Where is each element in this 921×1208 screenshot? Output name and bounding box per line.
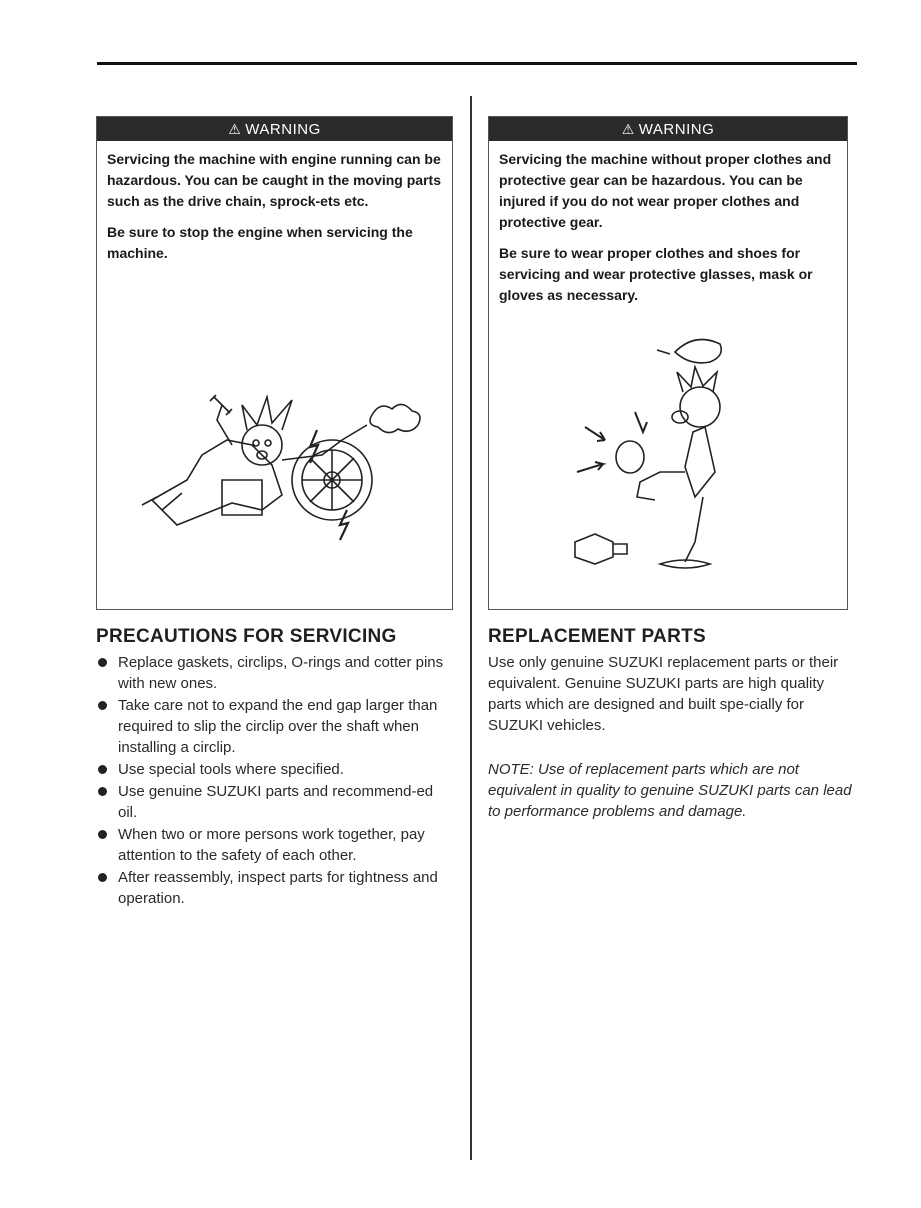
replacement-parts-note: NOTE: Use of replacement parts which are not equivalent in quality to genuine SUZUKI parts can lead to performance problems and damage. xyxy=(488,761,852,820)
bullet-icon xyxy=(98,830,107,839)
precautions-list xyxy=(96,652,456,910)
warning-triangle-icon: ⚠ xyxy=(228,121,242,137)
list-item xyxy=(96,652,456,694)
list-item xyxy=(96,824,456,866)
warning-text xyxy=(97,141,452,264)
warning-text xyxy=(489,141,847,306)
list-item-text: Use special tools where specified. xyxy=(118,761,344,778)
bullet-icon xyxy=(98,701,107,710)
list-item-text: After reassembly, inspect parts for tightness and operation. xyxy=(118,869,438,907)
list-item xyxy=(96,695,456,758)
list-item xyxy=(96,781,456,823)
column-divider xyxy=(470,96,472,1160)
precautions-title: PRECAUTIONS FOR SERVICING xyxy=(96,626,397,647)
warning-paragraph: Servicing the machine without proper clothes and protective gear can be hazardous. You can be injured if you do not wear proper clothes and protective gear. xyxy=(499,151,832,230)
top-rule xyxy=(97,62,857,65)
foot-injury-illustration xyxy=(565,322,755,587)
caught-in-chain-illustration xyxy=(132,385,432,555)
warning-header xyxy=(489,117,847,141)
bullet-icon xyxy=(98,787,107,796)
warning-paragraph: Be sure to stop the engine when servicing the machine. xyxy=(107,224,413,261)
replacement-parts-title: REPLACEMENT PARTS xyxy=(488,626,706,647)
list-item-text: Replace gaskets, circlips, O-rings and cotter pins with new ones. xyxy=(118,654,444,692)
list-item xyxy=(96,867,456,909)
bullet-icon xyxy=(98,765,107,774)
warning-triangle-icon: ⚠ xyxy=(621,121,635,137)
warning-paragraph: Be sure to wear proper clothes and shoes for servicing and wear protective glasses, mask or gloves as necessary. xyxy=(499,245,813,303)
warning-header-label: WARNING xyxy=(245,121,321,138)
bullet-icon xyxy=(98,873,107,882)
list-item-text: Use genuine SUZUKI parts and recommend-ed oil. xyxy=(118,783,434,821)
replacement-parts-text: Use only genuine SUZUKI replacement parts or their equivalent. Genuine SUZUKI parts are high quality parts which are designed and built spe-cially for SUZUKI vehicles. xyxy=(488,654,839,734)
list-item-text: Take care not to expand the end gap larger than required to slip the circlip over the shaft when installing a circlip. xyxy=(118,697,438,756)
list-item-text: When two or more persons work together, pay attention to the safety of each other. xyxy=(118,826,425,864)
list-item xyxy=(96,759,456,780)
warning-header-label: WARNING xyxy=(638,121,715,138)
warning-header xyxy=(97,117,452,141)
bullet-icon xyxy=(98,658,107,667)
warning-paragraph: Servicing the machine with engine running can be hazardous. You can be caught in the moving parts such as the drive chain, sprock-ets etc. xyxy=(107,151,441,209)
